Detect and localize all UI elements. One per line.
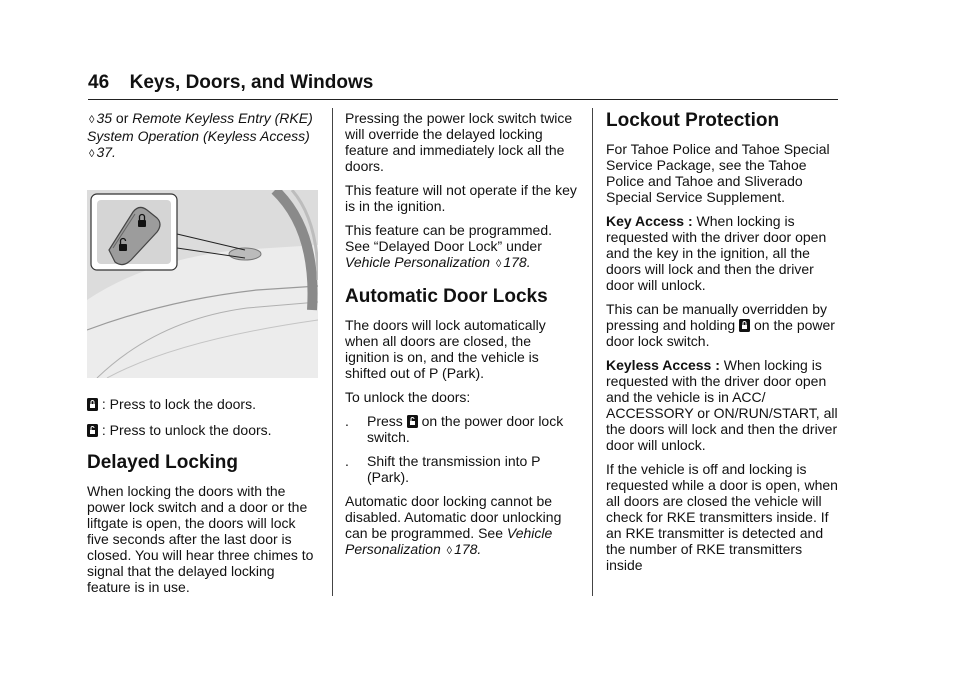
paragraph: This feature will not operate if the key is in the ignition. bbox=[345, 182, 577, 214]
intro-reference: ◊ 35 or Remote Keyless Entry (RKE) System Operation (Keyless Access) ◊ 37. bbox=[87, 110, 313, 160]
paragraph: If the vehicle is off and locking is requested while a door is open, when all doors are closed the vehicle will check for RKE transmitters inside. If an RKE transmitter is detected and the number of RKE transmitters inside bbox=[606, 461, 838, 573]
column-3 bbox=[606, 110, 842, 581]
term-label: Key Access : bbox=[606, 213, 693, 229]
lock-icon bbox=[87, 398, 98, 411]
unlock-legend bbox=[87, 422, 315, 438]
cross-reference-link[interactable]: Vehicle Personalization bbox=[345, 254, 491, 270]
paragraph: For Tahoe Police and Tahoe Special Service Package, see the Tahoe Police and Tahoe and Sliverado Special Service Supplement. bbox=[606, 141, 830, 205]
list-item bbox=[345, 413, 579, 445]
unlock-icon bbox=[407, 415, 418, 428]
text: on the power door lock switch. bbox=[367, 413, 564, 445]
column-1 bbox=[87, 110, 315, 603]
door-lock-switch-illustration bbox=[87, 190, 318, 378]
page-ref[interactable]: 178 bbox=[503, 254, 527, 270]
paragraph: To unlock the doors: bbox=[345, 389, 471, 405]
text: or bbox=[112, 110, 133, 126]
lock-legend-text: : Press to lock the doors. bbox=[98, 396, 256, 412]
paragraph: Automatic door locking cannot be disabled. Automatic door unlocking can be programmed. See Vehicle Personalization ◊ 178. bbox=[345, 493, 562, 557]
page-ref[interactable]: 178 bbox=[454, 541, 478, 557]
cross-reference-link[interactable]: Vehicle Personalization bbox=[345, 525, 553, 557]
bullet-mark: . bbox=[345, 453, 349, 469]
text: Shift the transmission into P (Park). bbox=[367, 453, 541, 485]
text: on the power door lock switch. bbox=[606, 317, 835, 349]
section-heading-lockout-protection: Lockout Protection bbox=[606, 110, 780, 131]
paragraph bbox=[606, 213, 842, 293]
text: When locking is requested with the driver door open and the key in the ignition, all the doors will lock and then the driver door will unlock. bbox=[606, 213, 827, 293]
term-label: Keyless Access : bbox=[606, 357, 720, 373]
page-ref[interactable]: 37 bbox=[96, 144, 113, 160]
bullet-mark: . bbox=[345, 413, 349, 429]
lock-legend bbox=[87, 396, 315, 412]
paragraph: Pressing the power lock switch twice will override the delayed locking feature and immediately lock all the doors. bbox=[345, 110, 573, 174]
paragraph: The doors will lock automatically when all doors are closed, the ignition is on, and the vehicle is shifted out of P (Park). bbox=[345, 317, 546, 381]
paragraph: This feature can be programmed. See “Delayed Door Lock” under Vehicle Personalization ◊ 178. bbox=[345, 222, 552, 270]
section-heading-automatic-door-locks: Automatic Door Locks bbox=[345, 286, 548, 307]
text: Press bbox=[367, 413, 407, 429]
header-rule bbox=[88, 99, 838, 100]
list-item bbox=[345, 453, 579, 485]
section-heading-delayed-locking: Delayed Locking bbox=[87, 452, 238, 473]
column-2 bbox=[345, 110, 579, 567]
page-header bbox=[88, 72, 838, 94]
text: This can be manually overridden by pressing and holding bbox=[606, 301, 828, 333]
delayed-locking-text: When locking the doors with the power lock switch and a door or the liftgate is open, the doors will lock five seconds after the last door is closed. You will hear three chimes to signal that the delayed locking feature is in use. bbox=[87, 483, 314, 595]
text: When locking is requested with the driver door open and the vehicle is in ACC/ ACCESSORY or ON/RUN/START, all the doors will lock and then the driver door will unlock. bbox=[606, 357, 838, 453]
reference-arrow-icon: ◊ bbox=[89, 148, 95, 160]
column-divider bbox=[592, 108, 593, 596]
reference-arrow-icon: ◊ bbox=[89, 114, 95, 126]
text: Automatic door locking cannot be disabled. Automatic door unlocking can be programmed. See bbox=[345, 493, 562, 541]
paragraph bbox=[606, 357, 842, 453]
page-number: 46 bbox=[88, 72, 110, 93]
reference-arrow-icon: ◊ bbox=[495, 258, 502, 270]
paragraph bbox=[606, 301, 842, 349]
unlock-legend-text: : Press to unlock the doors. bbox=[98, 422, 272, 438]
cross-reference-link[interactable]: Remote Keyless Entry (RKE) System Operation (Keyless Access) bbox=[87, 110, 313, 144]
reference-arrow-icon: ◊ bbox=[446, 545, 453, 557]
page-ref[interactable]: 35 bbox=[96, 110, 113, 126]
lock-icon bbox=[739, 319, 750, 332]
page-title: Keys, Doors, and Windows bbox=[129, 72, 374, 93]
unlock-icon bbox=[87, 424, 98, 437]
column-divider bbox=[332, 108, 333, 596]
text: This feature can be programmed. See “Delayed Door Lock” under bbox=[345, 222, 552, 254]
